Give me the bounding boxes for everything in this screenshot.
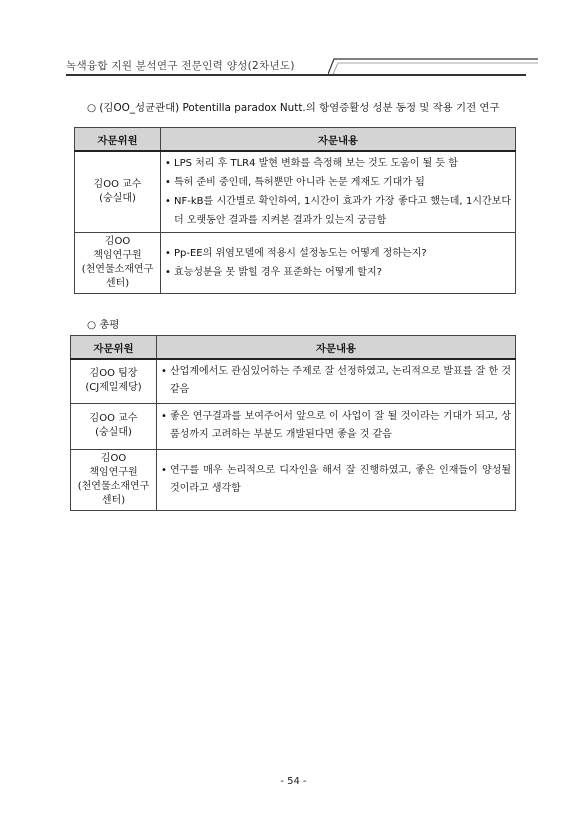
advisor-cell — [75, 233, 161, 294]
header-tab-shape — [328, 58, 538, 74]
advisor-name: 김OO — [100, 452, 127, 464]
advisor-cell — [75, 151, 161, 233]
content-cell — [161, 233, 516, 294]
table-header-row — [75, 128, 516, 152]
table-row — [75, 151, 516, 233]
header-divider — [66, 74, 526, 76]
table-header-row — [71, 336, 516, 360]
content-cell — [161, 151, 516, 233]
table-row — [75, 233, 516, 294]
advisor-cell — [71, 403, 157, 449]
header-title: 녹색융합 지원 분석연구 전문인력 양성(2차년도) — [66, 60, 295, 72]
content-cell — [157, 449, 516, 510]
page-header — [66, 56, 526, 76]
section1-title: ○ (김OO_성균관대) Potentilla paradox Nutt.의 항염증활성 성분 동정 및 작용 기전 연구 — [87, 102, 500, 114]
list-item: • 특허 준비 중인데, 특허뿐만 아니라 논문 게재도 기대가 됨 — [165, 177, 425, 188]
advisor-cell — [71, 449, 157, 510]
section2-table — [70, 335, 516, 511]
advisor-affiliation: (숭실대) — [99, 193, 136, 204]
col-header-advisor: 자문위원 — [75, 128, 161, 152]
table-row — [71, 449, 516, 510]
advisor-name: 김OO 교수 — [93, 179, 142, 190]
list-item: • LPS 처리 후 TLR4 발현 변화를 측정해 보는 것도 도움이 될 듯 함 — [165, 158, 458, 169]
advisor-title: 책임연구원 — [93, 250, 142, 261]
list-item: • Pp-EE의 위염모델에 적용시 설정농도는 어떻게 정하는지? — [165, 248, 427, 259]
col-header-content: 자문내용 — [157, 336, 516, 360]
advisor-affiliation: (천연물소재연구 — [77, 480, 150, 492]
advisor-affiliation: (CJ제일제당) — [85, 382, 142, 394]
advisor-title: 책임연구원 — [89, 466, 138, 478]
list-item: • 좋은 연구결과를 보여주어서 앞으로 이 사업이 잘 될 것이라는 기대가 되고, 상품성까지 고려하는 부분도 개발된다면 좋을 것 같음 — [161, 411, 511, 440]
section1-table — [74, 127, 516, 294]
table-row — [71, 359, 516, 403]
col-header-content: 자문내용 — [161, 128, 516, 152]
advisor-affiliation-cont: 센터) — [105, 278, 130, 289]
advisor-affiliation: (천연물소재연구 — [81, 264, 154, 275]
advisor-name: 김OO — [104, 236, 131, 247]
col-header-advisor: 자문위원 — [71, 336, 157, 360]
page-number: - 54 - — [280, 776, 307, 787]
content-cell — [157, 359, 516, 403]
advisor-affiliation-cont: 센터) — [101, 494, 126, 506]
list-item: • NF-kB를 시간별로 확인하여, 1시간이 효과가 가장 좋다고 했는데, 1시간보다 더 오랫동안 결과를 지켜본 결과가 있는지 궁금함 — [165, 196, 511, 226]
section2-title: ○ 총평 — [87, 319, 120, 331]
advisor-name: 김OO 팀장 — [89, 368, 138, 380]
advisor-cell — [71, 359, 157, 403]
advisor-affiliation: (숭실대) — [95, 427, 132, 438]
table-row — [71, 403, 516, 449]
list-item: • 연구를 매우 논리적으로 디자인을 해서 잘 진행하였고, 좋은 인재들이 양성될 것이라고 생각함 — [161, 464, 511, 494]
list-item: • 효능성분을 못 밝힐 경우 표준화는 어떻게 할지? — [165, 267, 382, 278]
advisor-name: 김OO 교수 — [89, 413, 138, 424]
list-item: • 산업계에서도 관심있어하는 주제로 잘 선정하였고, 논리적으로 발표를 잘 한 것 같음 — [161, 366, 511, 396]
content-cell — [157, 403, 516, 449]
